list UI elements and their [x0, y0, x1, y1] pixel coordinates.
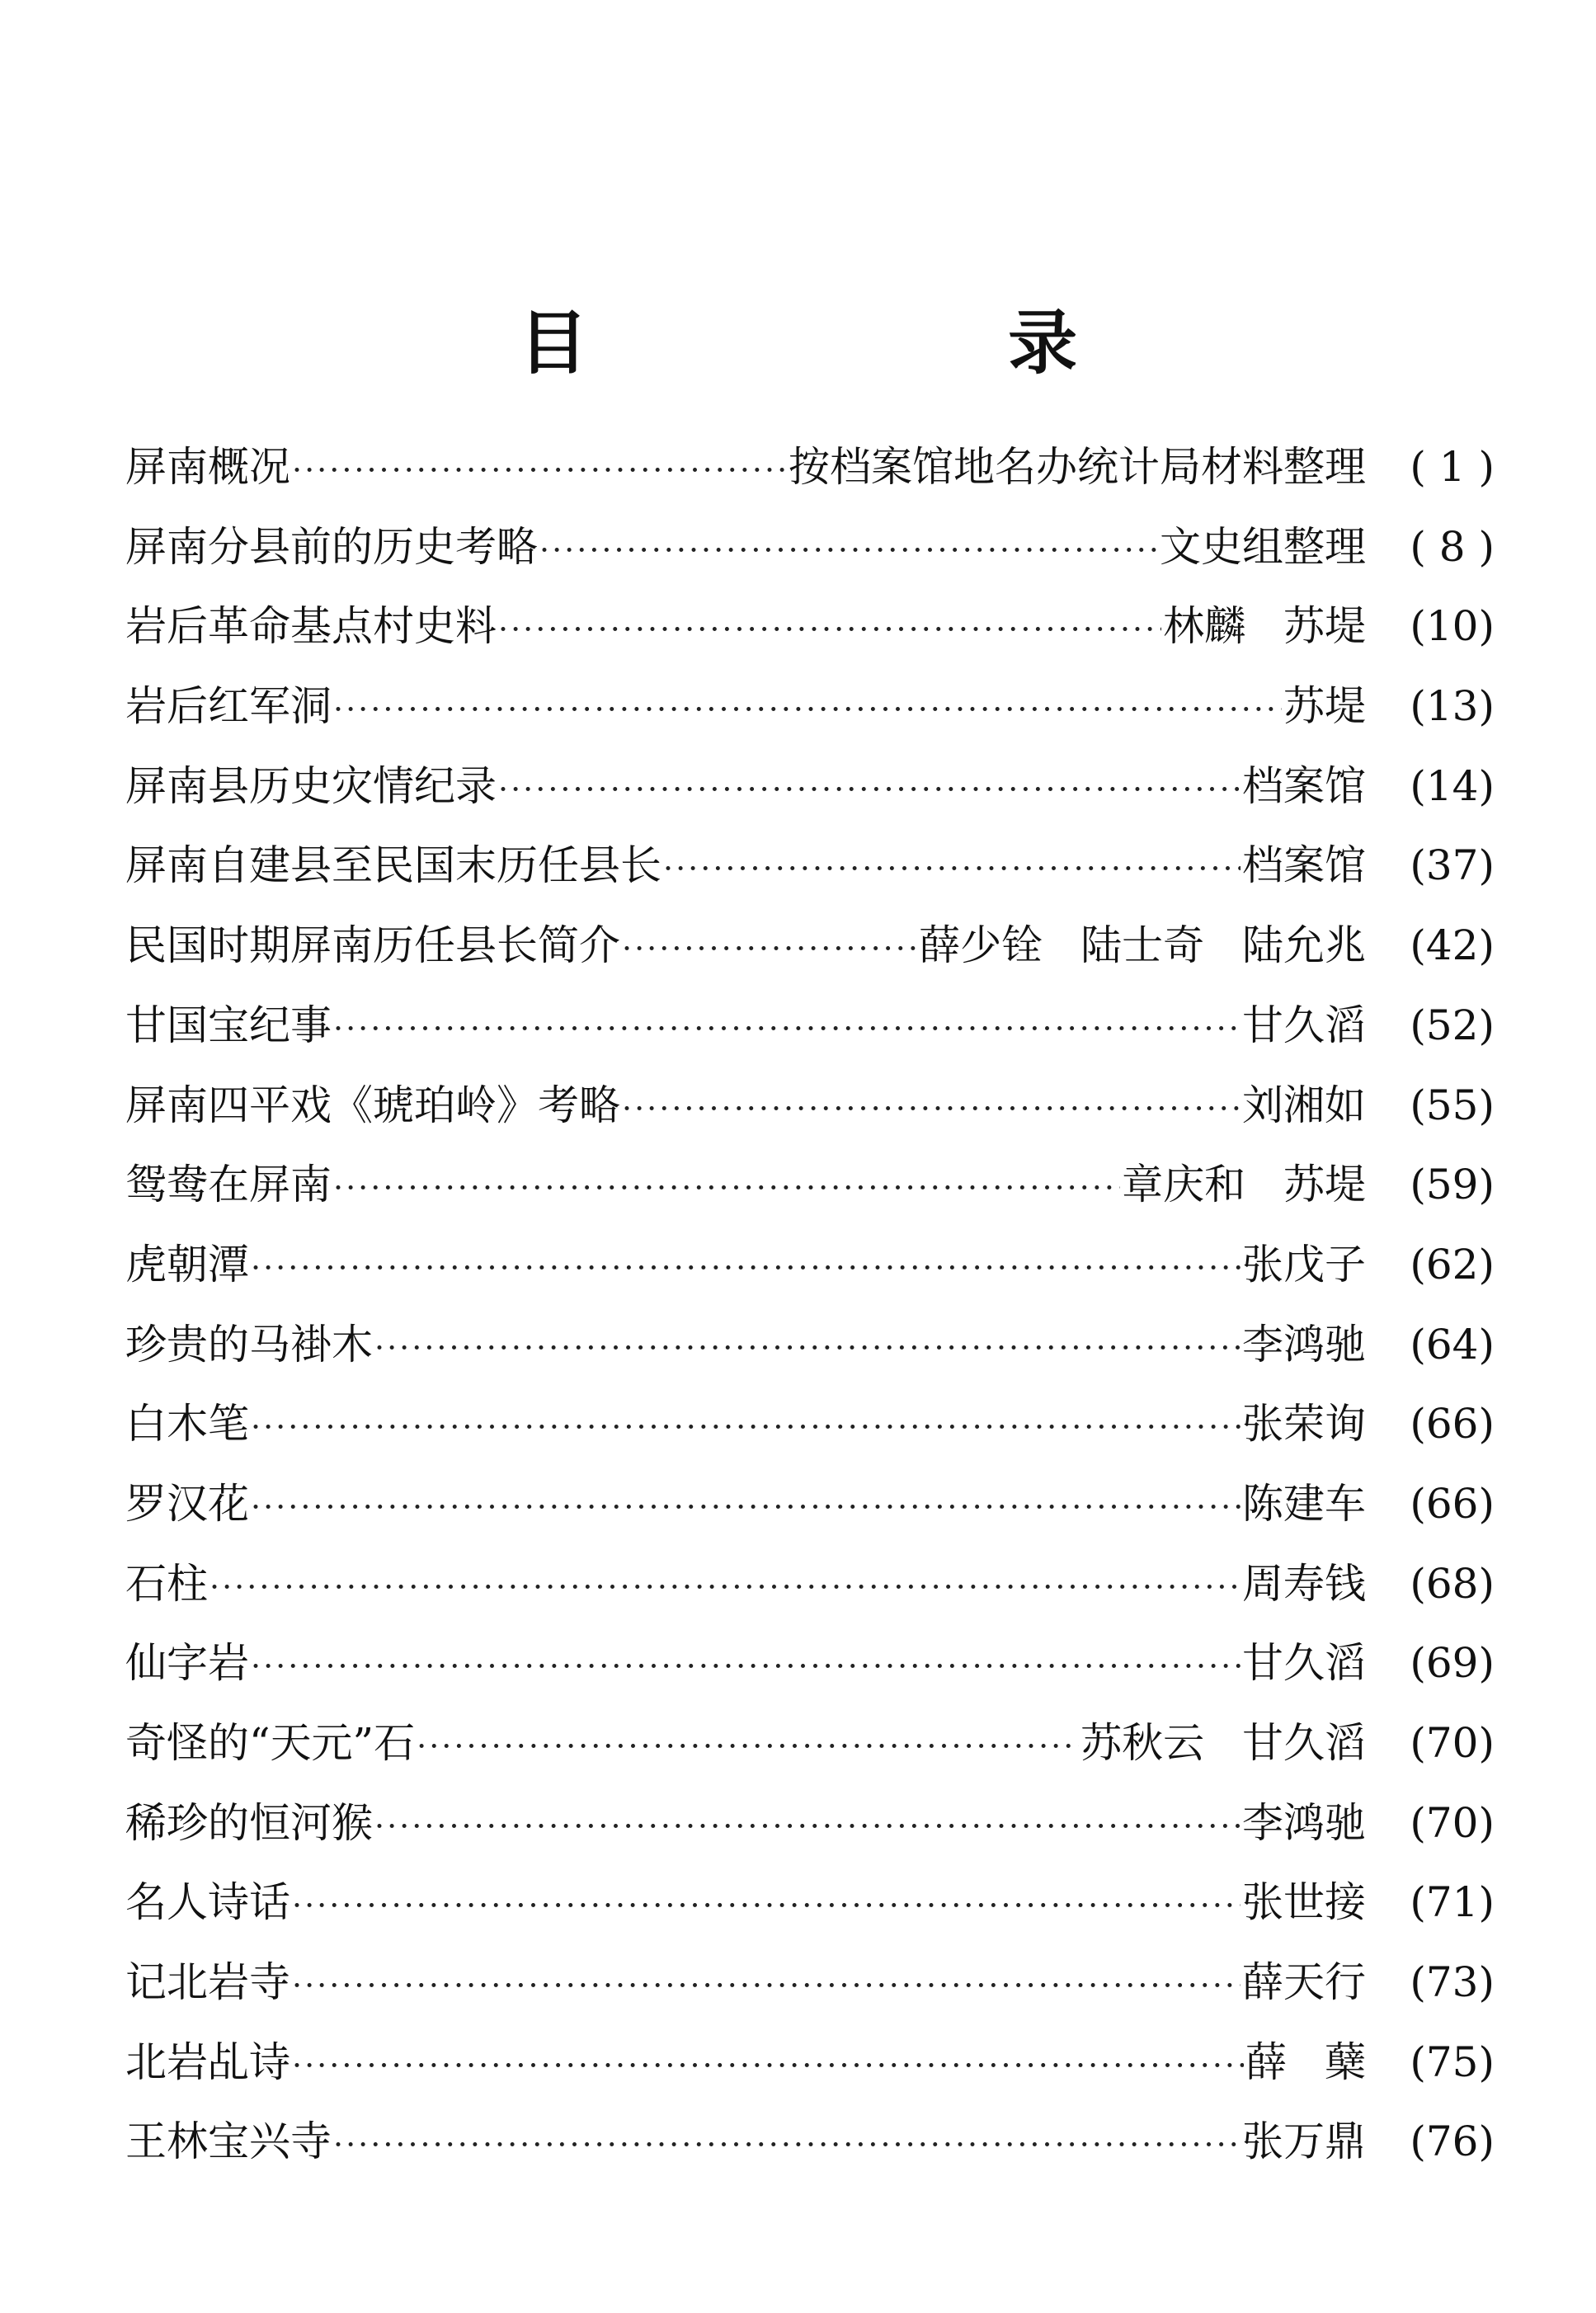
entry-title: 虎朝潭	[125, 1240, 249, 1288]
toc-entry	[125, 1623, 1495, 1703]
dot-leader	[663, 829, 1241, 909]
entry-author: 张荣询	[1242, 1400, 1366, 1449]
entry-page-number: (52)	[1410, 1001, 1495, 1049]
entry-title: 屏南分县前的历史考略	[125, 522, 538, 571]
entry-author: 周寿钱	[1242, 1559, 1366, 1608]
dot-leader	[417, 1707, 1079, 1787]
entry-title: 岩后革命基点村史料	[125, 602, 497, 651]
entry-page-number: (42)	[1410, 921, 1495, 970]
entry-title: 屏南四平戏《琥珀岭》考略	[125, 1081, 620, 1129]
toc-entry	[125, 427, 1495, 507]
toc-entry	[125, 667, 1495, 747]
entry-author: 刘湘如	[1242, 1081, 1366, 1129]
toc-entry	[125, 826, 1495, 906]
entry-page-number: (59)	[1410, 1161, 1495, 1209]
toc-entry	[125, 1066, 1495, 1146]
entry-title: 岩后红军洞	[125, 682, 332, 731]
dot-leader	[292, 431, 787, 511]
entry-title: 王林宝兴寺	[125, 2118, 332, 2166]
entry-author: 张万鼎	[1242, 2118, 1366, 2166]
entry-author: 甘久滔	[1242, 1639, 1366, 1688]
entry-author: 张世接	[1242, 1878, 1366, 1927]
toc-entry	[125, 586, 1495, 667]
entry-author: 档案馆	[1242, 841, 1366, 890]
entry-page-number: (55)	[1410, 1081, 1495, 1129]
entry-page-number: (66)	[1410, 1400, 1495, 1449]
entry-page-number: (64)	[1410, 1320, 1495, 1368]
dot-leader	[333, 670, 1282, 750]
entry-author: 薛 蘖	[1245, 2037, 1366, 2086]
toc-entry	[125, 986, 1495, 1066]
entry-title: 珍贵的马褂木	[125, 1320, 373, 1368]
toc-entry	[125, 1544, 1495, 1624]
entry-title: 屏南自建县至民国末历任县长	[125, 841, 661, 890]
dot-leader	[210, 1547, 1241, 1628]
dot-leader	[292, 1866, 1241, 1946]
toc-entry	[125, 1703, 1495, 1783]
entry-title: 屏南县历史灾情纪录	[125, 761, 497, 810]
entry-author: 苏堤	[1283, 682, 1366, 731]
entry-page-number: (70)	[1410, 1719, 1495, 1767]
entry-author: 李鸿驰	[1242, 1798, 1366, 1847]
entry-title: 屏南概况	[125, 443, 290, 491]
dot-leader	[292, 1946, 1241, 2026]
entry-page-number: (76)	[1410, 2118, 1495, 2166]
entry-title: 稀珍的恒河猴	[125, 1798, 373, 1847]
toc-entry	[125, 906, 1495, 986]
dot-leader	[374, 1787, 1241, 1867]
entry-title: 民国时期屏南历任县长简介	[125, 921, 620, 970]
entry-page-number: (14)	[1410, 761, 1495, 810]
page-title: 目 录	[518, 303, 1276, 384]
entry-title: 名人诗话	[125, 1878, 290, 1927]
entry-page-number: (71)	[1410, 1878, 1495, 1927]
entry-title: 白木笔	[125, 1400, 249, 1449]
entry-author: 李鸿驰	[1242, 1320, 1366, 1368]
dot-leader	[333, 1148, 1120, 1228]
entry-author: 张戊子	[1242, 1240, 1366, 1288]
entry-page-number: (37)	[1410, 841, 1495, 890]
toc-entry	[125, 2023, 1495, 2103]
entry-author: 章庆和 苏堤	[1122, 1161, 1366, 1209]
dot-leader	[333, 989, 1241, 1069]
toc-entry	[125, 1943, 1495, 2023]
entry-author: 按档案馆地名办统计局材料整理	[789, 443, 1366, 491]
entry-page-number: (75)	[1410, 2037, 1495, 2086]
toc-entry	[125, 1783, 1495, 1863]
entry-title: 仙字岩	[125, 1639, 249, 1688]
dot-leader	[292, 2026, 1244, 2106]
dot-leader	[498, 750, 1241, 830]
entry-author: 苏秋云 甘久滔	[1080, 1719, 1366, 1767]
entry-page-number: (62)	[1410, 1240, 1495, 1288]
dot-leader	[333, 2105, 1241, 2185]
toc-entry	[125, 1145, 1495, 1225]
entry-page-number: ( 8 )	[1410, 522, 1495, 571]
entry-author: 甘久滔	[1242, 1001, 1366, 1049]
entry-page-number: (10)	[1410, 602, 1495, 651]
toc-entry	[125, 1863, 1495, 1943]
entry-author: 陈建车	[1242, 1479, 1366, 1528]
entry-author: 档案馆	[1242, 761, 1366, 810]
entry-page-number: ( 1 )	[1410, 443, 1495, 491]
entry-title: 石柱	[125, 1559, 208, 1608]
entry-title: 奇怪的“天元”石	[125, 1719, 416, 1767]
entry-page-number: (68)	[1410, 1559, 1495, 1608]
entry-title: 甘国宝纪事	[125, 1001, 332, 1049]
entry-title: 记北岩寺	[125, 1958, 290, 2007]
dot-leader	[539, 511, 1158, 591]
entry-title: 鸳鸯在屏南	[125, 1161, 332, 1209]
dot-leader	[374, 1308, 1241, 1388]
toc-entry	[125, 747, 1495, 827]
toc-entry	[125, 507, 1495, 587]
toc-entry	[125, 1384, 1495, 1464]
entry-title: 罗汉花	[125, 1479, 249, 1528]
entry-title: 北岩乩诗	[125, 2037, 290, 2086]
entry-page-number: (73)	[1410, 1958, 1495, 2007]
entry-author: 文史组整理	[1160, 522, 1366, 571]
entry-author: 林麟 苏堤	[1163, 602, 1366, 651]
dot-leader	[251, 1228, 1241, 1308]
dot-leader	[622, 909, 917, 989]
dot-leader	[251, 1627, 1241, 1707]
entry-author: 薛少铨 陆士奇 陆允兆	[919, 921, 1366, 970]
entry-page-number: (69)	[1410, 1639, 1495, 1688]
toc-entry	[125, 1464, 1495, 1544]
toc-entry	[125, 2102, 1495, 2182]
entry-page-number: (66)	[1410, 1479, 1495, 1528]
table-of-contents	[125, 427, 1495, 2182]
entry-page-number: (70)	[1410, 1798, 1495, 1847]
dot-leader	[251, 1467, 1241, 1547]
entry-page-number: (13)	[1410, 682, 1495, 731]
toc-entry	[125, 1225, 1495, 1305]
toc-entry	[125, 1305, 1495, 1385]
dot-leader	[251, 1387, 1241, 1467]
dot-leader	[498, 590, 1161, 670]
dot-leader	[622, 1069, 1241, 1149]
entry-author: 薛天行	[1242, 1958, 1366, 2007]
